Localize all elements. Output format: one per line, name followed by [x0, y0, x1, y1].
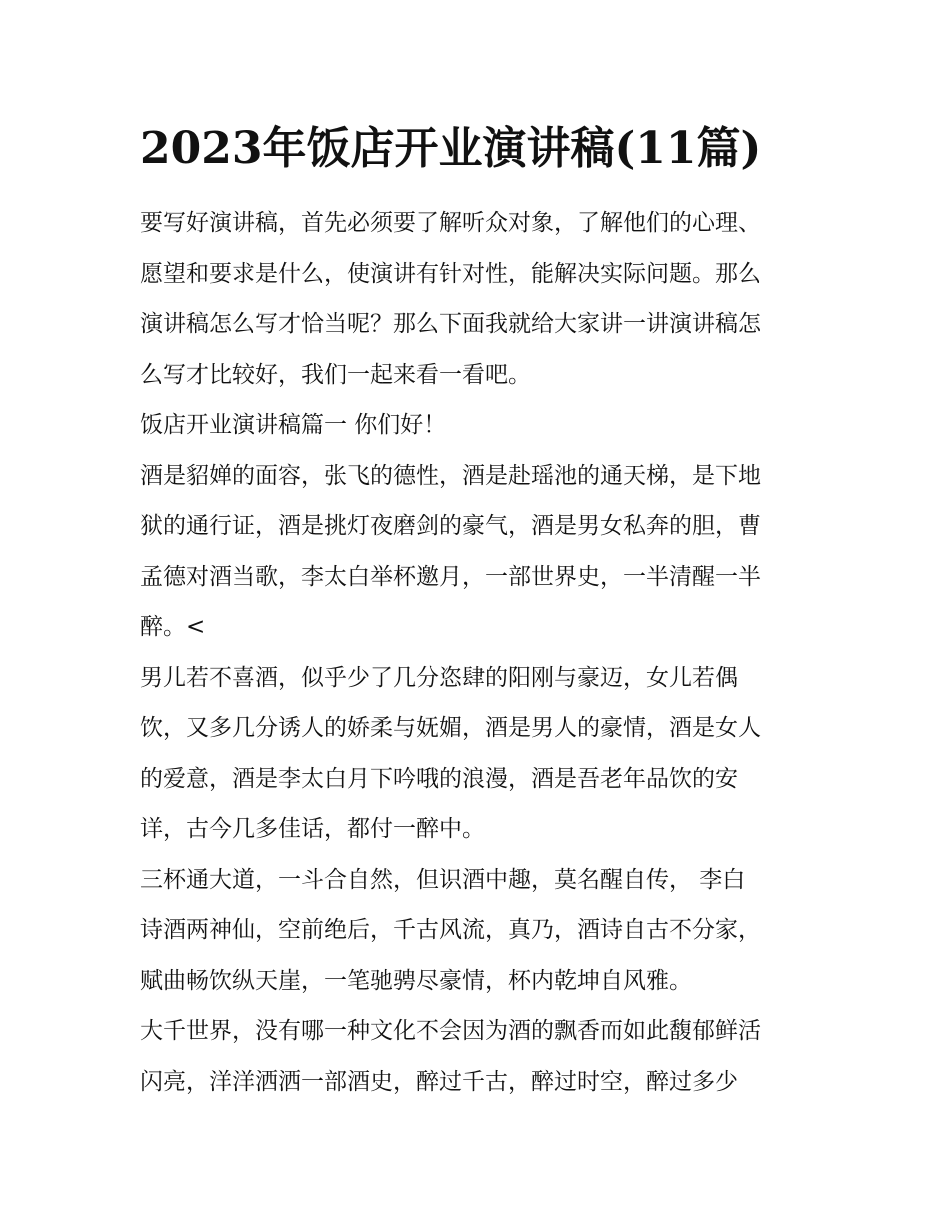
text-line: 闪亮，洋洋洒洒一部酒史，醉过千古，醉过时空，醉过多少 [140, 1068, 738, 1095]
document-title: 2023年饭店开业演讲稿(11篇) [140, 123, 762, 174]
text-line: 诗酒两神仙，空前绝后，千古风流，真乃，酒诗自古不分家， [140, 917, 761, 943]
text-line: 么写才比较好，我们一起来看一看吧。 [140, 361, 531, 388]
text-line: 三杯通大道，一斗合自然，但识酒中趣，莫名醒自传， 李白 [140, 866, 746, 893]
text-line: 饭店开业演讲稿篇一 你们好！ [140, 412, 447, 438]
paragraph-heading [140, 400, 815, 451]
paragraph [140, 1006, 815, 1107]
text-line: 狱的通行证，酒是挑灯夜磨剑的豪气，酒是男女私奔的胆，曹 [140, 513, 761, 539]
text-line: 饮，又多几分诱人的娇柔与妩媚，酒是男人的豪情，酒是女人 [140, 715, 761, 741]
text-line: 愿望和要求是什么，使演讲有针对性，能解决实际问题。那么 [140, 260, 761, 287]
document-body [140, 198, 815, 1107]
paragraph [140, 451, 815, 653]
paragraph [140, 653, 815, 855]
text-line: 演讲稿怎么写才恰当呢？那么下面我就给大家讲一讲演讲稿怎 [140, 311, 761, 337]
text-line: 大千世界，没有哪一种文化不会因为酒的飘香而如此馥郁鲜活 [140, 1018, 761, 1044]
text-line: 酒是貂婵的面容，张飞的德性，酒是赴瑶池的通天梯，是下地 [140, 462, 761, 489]
document-page [140, 0, 815, 1107]
text-line: 赋曲畅饮纵天崖，一笔驰骋尽豪情，杯内乾坤自风雅。 [140, 967, 692, 994]
paragraph-intro [140, 198, 815, 400]
text-line: 男儿若不喜酒，似乎少了几分恣肆的阳刚与豪迈，女儿若偶 [140, 664, 738, 691]
text-line: 醉。< [140, 614, 206, 640]
text-line: 要写好演讲稿，首先必须要了解听众对象，了解他们的心理、 [140, 210, 761, 236]
text-line: 的爱意，酒是李太白月下吟哦的浪漫，酒是吾老年品饮的安 [140, 765, 738, 792]
text-line: 详，古今几多佳话，都付一醉中。 [140, 816, 485, 842]
text-line: 孟德对酒当歌，李太白举杯邀月，一部世界史，一半清醒一半 [140, 563, 761, 590]
paragraph [140, 855, 815, 1007]
